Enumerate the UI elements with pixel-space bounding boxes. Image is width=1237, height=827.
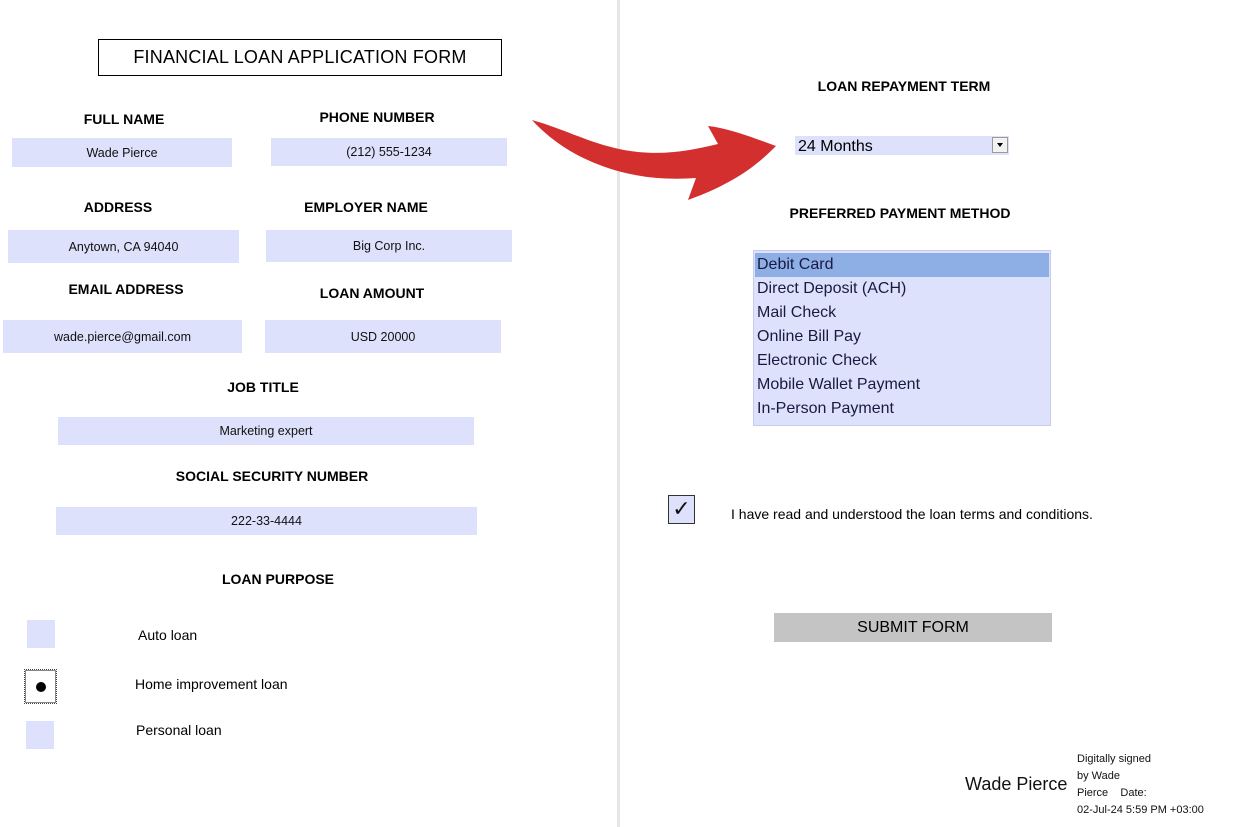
signature-line: by Wade xyxy=(1077,770,1121,782)
employer-name-field[interactable]: Big Corp Inc. xyxy=(266,230,512,262)
signature-name: Wade Pierce xyxy=(965,774,1068,794)
phone-number-label: PHONE NUMBER xyxy=(319,109,435,125)
address-label: ADDRESS xyxy=(83,199,153,215)
payment-method-listbox[interactable] xyxy=(753,250,1051,426)
employer-name-label: EMPLOYER NAME xyxy=(304,199,428,215)
radio-label-home-improvement-loan: Home improvement loan xyxy=(135,676,288,692)
radio-auto-loan[interactable] xyxy=(27,620,55,648)
job-title-field[interactable]: Marketing expert xyxy=(58,417,474,445)
list-item-debit-card[interactable]: Debit Card xyxy=(755,253,1049,277)
submit-form-button[interactable]: SUBMIT FORM xyxy=(774,613,1052,642)
signature-line: 02-Jul-24 5:59 PM +03:00 xyxy=(1077,804,1204,816)
repayment-term-value: 24 Months xyxy=(798,138,873,155)
loan-purpose-label: LOAN PURPOSE xyxy=(221,571,335,587)
ssn-field[interactable]: 222-33-4444 xyxy=(56,507,477,535)
phone-number-field[interactable]: (212) 555-1234 xyxy=(271,138,507,166)
ssn-label: SOCIAL SECURITY NUMBER xyxy=(175,468,369,484)
radio-personal-loan[interactable] xyxy=(26,721,54,749)
terms-label: I have read and understood the loan terms and conditions. xyxy=(731,506,1093,522)
radio-label-auto-loan: Auto loan xyxy=(138,627,198,643)
list-item-mobile-wallet[interactable]: Mobile Wallet Payment xyxy=(757,376,921,393)
full-name-label: FULL NAME xyxy=(83,111,165,127)
list-item-online-bill-pay[interactable]: Online Bill Pay xyxy=(757,328,862,345)
list-item-mail-check[interactable]: Mail Check xyxy=(757,304,837,321)
repayment-term-label: LOAN REPAYMENT TERM xyxy=(817,78,991,94)
signature-line: Pierce Date: xyxy=(1077,787,1147,799)
radio-home-improvement-loan[interactable] xyxy=(25,670,56,703)
terms-checkbox[interactable] xyxy=(668,495,695,524)
address-field[interactable]: Anytown, CA 94040 xyxy=(8,230,239,263)
loan-amount-label: LOAN AMOUNT xyxy=(319,285,425,301)
repayment-term-select[interactable] xyxy=(795,136,1009,155)
email-address-field[interactable]: wade.pierce@gmail.com xyxy=(3,320,242,353)
checkmark-icon: ✓ xyxy=(672,497,691,522)
loan-amount-field[interactable]: USD 20000 xyxy=(265,320,501,353)
form-title: FINANCIAL LOAN APPLICATION FORM xyxy=(98,39,502,76)
radio-label-personal-loan: Personal loan xyxy=(136,722,222,738)
signature-details xyxy=(1077,751,1204,819)
dropdown-arrow-icon[interactable] xyxy=(992,137,1008,153)
red-arrow-icon xyxy=(528,108,780,208)
payment-method-label: PREFERRED PAYMENT METHOD xyxy=(789,205,1011,221)
job-title-label: JOB TITLE xyxy=(227,379,299,395)
list-item-electronic-check[interactable]: Electronic Check xyxy=(757,352,878,369)
full-name-field[interactable]: Wade Pierce xyxy=(12,138,232,167)
signature-line: Digitally signed xyxy=(1077,753,1151,765)
email-address-label: EMAIL ADDRESS xyxy=(68,281,184,297)
list-item-in-person[interactable]: In-Person Payment xyxy=(757,400,894,417)
list-item-direct-deposit[interactable]: Direct Deposit (ACH) xyxy=(757,280,907,297)
radio-selected-dot-icon xyxy=(36,682,46,692)
